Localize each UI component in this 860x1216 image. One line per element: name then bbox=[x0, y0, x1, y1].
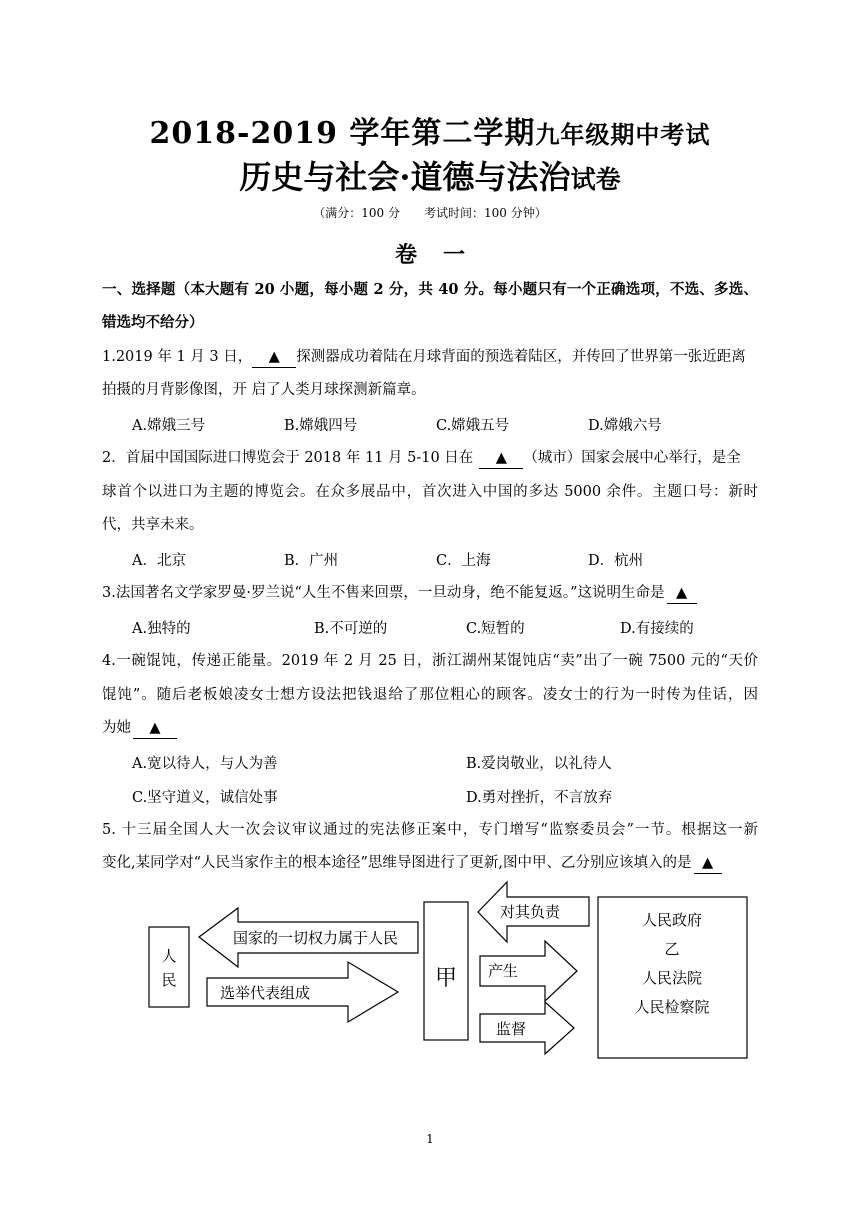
question-1-line2: 拍摄的月背影像图，开 启了人类月球探测新篇章。 bbox=[102, 382, 426, 398]
arrow-responsible-label: 对其负责 bbox=[500, 903, 561, 921]
q4-option-b: B.爱岗敬业，以礼待人 bbox=[466, 756, 612, 772]
q1-option-c: C.嫦娥五号 bbox=[436, 418, 510, 434]
q2-option-a: A．北京 bbox=[132, 553, 186, 569]
q1-option-a: A.嫦娥三号 bbox=[132, 418, 206, 434]
arrow-elect-label: 选举代表组成 bbox=[220, 984, 311, 1002]
q2-option-c: C．上海 bbox=[436, 553, 491, 569]
volume-heading: 卷一 bbox=[394, 242, 491, 268]
arrow-power-label: 国家的一切权力属于人民 bbox=[233, 929, 399, 947]
q3-option-a: A.独特的 bbox=[132, 621, 191, 637]
org-procuratorate: 人民检察院 bbox=[634, 998, 710, 1016]
question-5-line1: 5. 十三届全国人大一次会议审议通过的宪法修正案中，专门增写“监察委员会”一节。根据这一新 bbox=[102, 822, 758, 838]
answer-blank: ▲ bbox=[479, 448, 523, 469]
org-yi: 乙 bbox=[664, 940, 680, 958]
q3-option-c: C.短暂的 bbox=[466, 621, 525, 637]
q4-option-d: D.勇对挫折，不言放弃 bbox=[466, 790, 613, 806]
q2-option-b: B．广州 bbox=[284, 553, 339, 569]
arrow-produce-label: 产生 bbox=[488, 962, 519, 980]
arrow-supervise-shape bbox=[480, 1002, 574, 1054]
subject-main: 历史与社会·道德与法治 bbox=[239, 158, 571, 196]
page-number: 1 bbox=[426, 1132, 434, 1146]
answer-blank: ▲ bbox=[694, 853, 722, 874]
q3-option-d: D.有接续的 bbox=[620, 621, 694, 637]
q3-pre: 3.法国著名文学家罗曼·罗兰说“人生不售来回票，一旦动身，绝不能复返。”这说明生命是 bbox=[102, 585, 665, 601]
q4-option-c: C.坚守道义，诚信处事 bbox=[132, 790, 278, 806]
org-government: 人民政府 bbox=[641, 911, 703, 929]
question-4-line2: 馄饨”。随后老板娘凌女士想方设法把钱退给了那位粗心的顾客。凌女士的行为一时传为佳话，因 bbox=[102, 687, 758, 703]
q2-option-d: D．杭州 bbox=[588, 553, 644, 569]
question-2-line2: 球首个以进口为主题的博览会。在众多展品中，首次进入中国的多达 5000 余件。主题口号：新时 bbox=[102, 484, 758, 500]
subject-suffix: 试卷 bbox=[570, 165, 621, 194]
q4-option-a: A.宽以待人，与人为善 bbox=[132, 756, 278, 772]
center-label: 甲 bbox=[434, 966, 458, 991]
people-label-2: 民 bbox=[161, 971, 177, 989]
question-2-line3: 代，共享未来。 bbox=[102, 517, 204, 533]
q1-option-b: B.嫦娥四号 bbox=[284, 418, 358, 434]
q1-option-d: D.嫦娥六号 bbox=[588, 418, 662, 434]
org-court: 人民法院 bbox=[641, 969, 703, 987]
q4-pre: 为她 bbox=[102, 720, 131, 736]
q3-option-b: B.不可逆的 bbox=[314, 621, 388, 637]
title-main: 2018-2019 学年第二学期 bbox=[149, 116, 536, 151]
q1-pre: 1.2019 年 1 月 3 日， bbox=[102, 349, 253, 365]
section-heading-line1: 一、选择题（本大题有 20 小题，每小题 2 分，共 40 分。每小题只有一个正确选项，不选、多选、 bbox=[102, 281, 758, 298]
title-suffix: 九年级期中考试 bbox=[535, 120, 711, 149]
answer-blank: ▲ bbox=[133, 718, 177, 739]
people-box bbox=[149, 927, 189, 1007]
answer-blank: ▲ bbox=[667, 583, 697, 604]
people-label-1: 人 bbox=[161, 947, 177, 965]
arrow-supervise-label: 监督 bbox=[496, 1020, 527, 1038]
q1-post: 探测器成功着陆在月球背面的预选着陆区，并传回了世界第一张近距离 bbox=[296, 349, 746, 365]
q5-pre: 变化,某同学对“人民当家作主的根本途径”思维导图进行了更新,图中甲、乙分别应该填入的是 bbox=[102, 855, 692, 871]
q2-post: （城市）国家会展中心举行，是全 bbox=[523, 450, 741, 466]
section-heading-line2: 错选均不给分） bbox=[102, 314, 204, 331]
question-4-line1: 4.一碗馄饨，传递正能量。2019 年 2 月 25 日，浙江湖州某馄饨店“卖”出了一碗 7500 元的“天价 bbox=[102, 653, 758, 669]
q2-pre: 2．首届中国国际进口博览会于 2018 年 11 月 5-10 日在 bbox=[102, 450, 474, 466]
answer-blank: ▲ bbox=[252, 347, 296, 368]
exam-meta: （满分：100 分 考试时间：100 分钟） bbox=[313, 206, 547, 220]
